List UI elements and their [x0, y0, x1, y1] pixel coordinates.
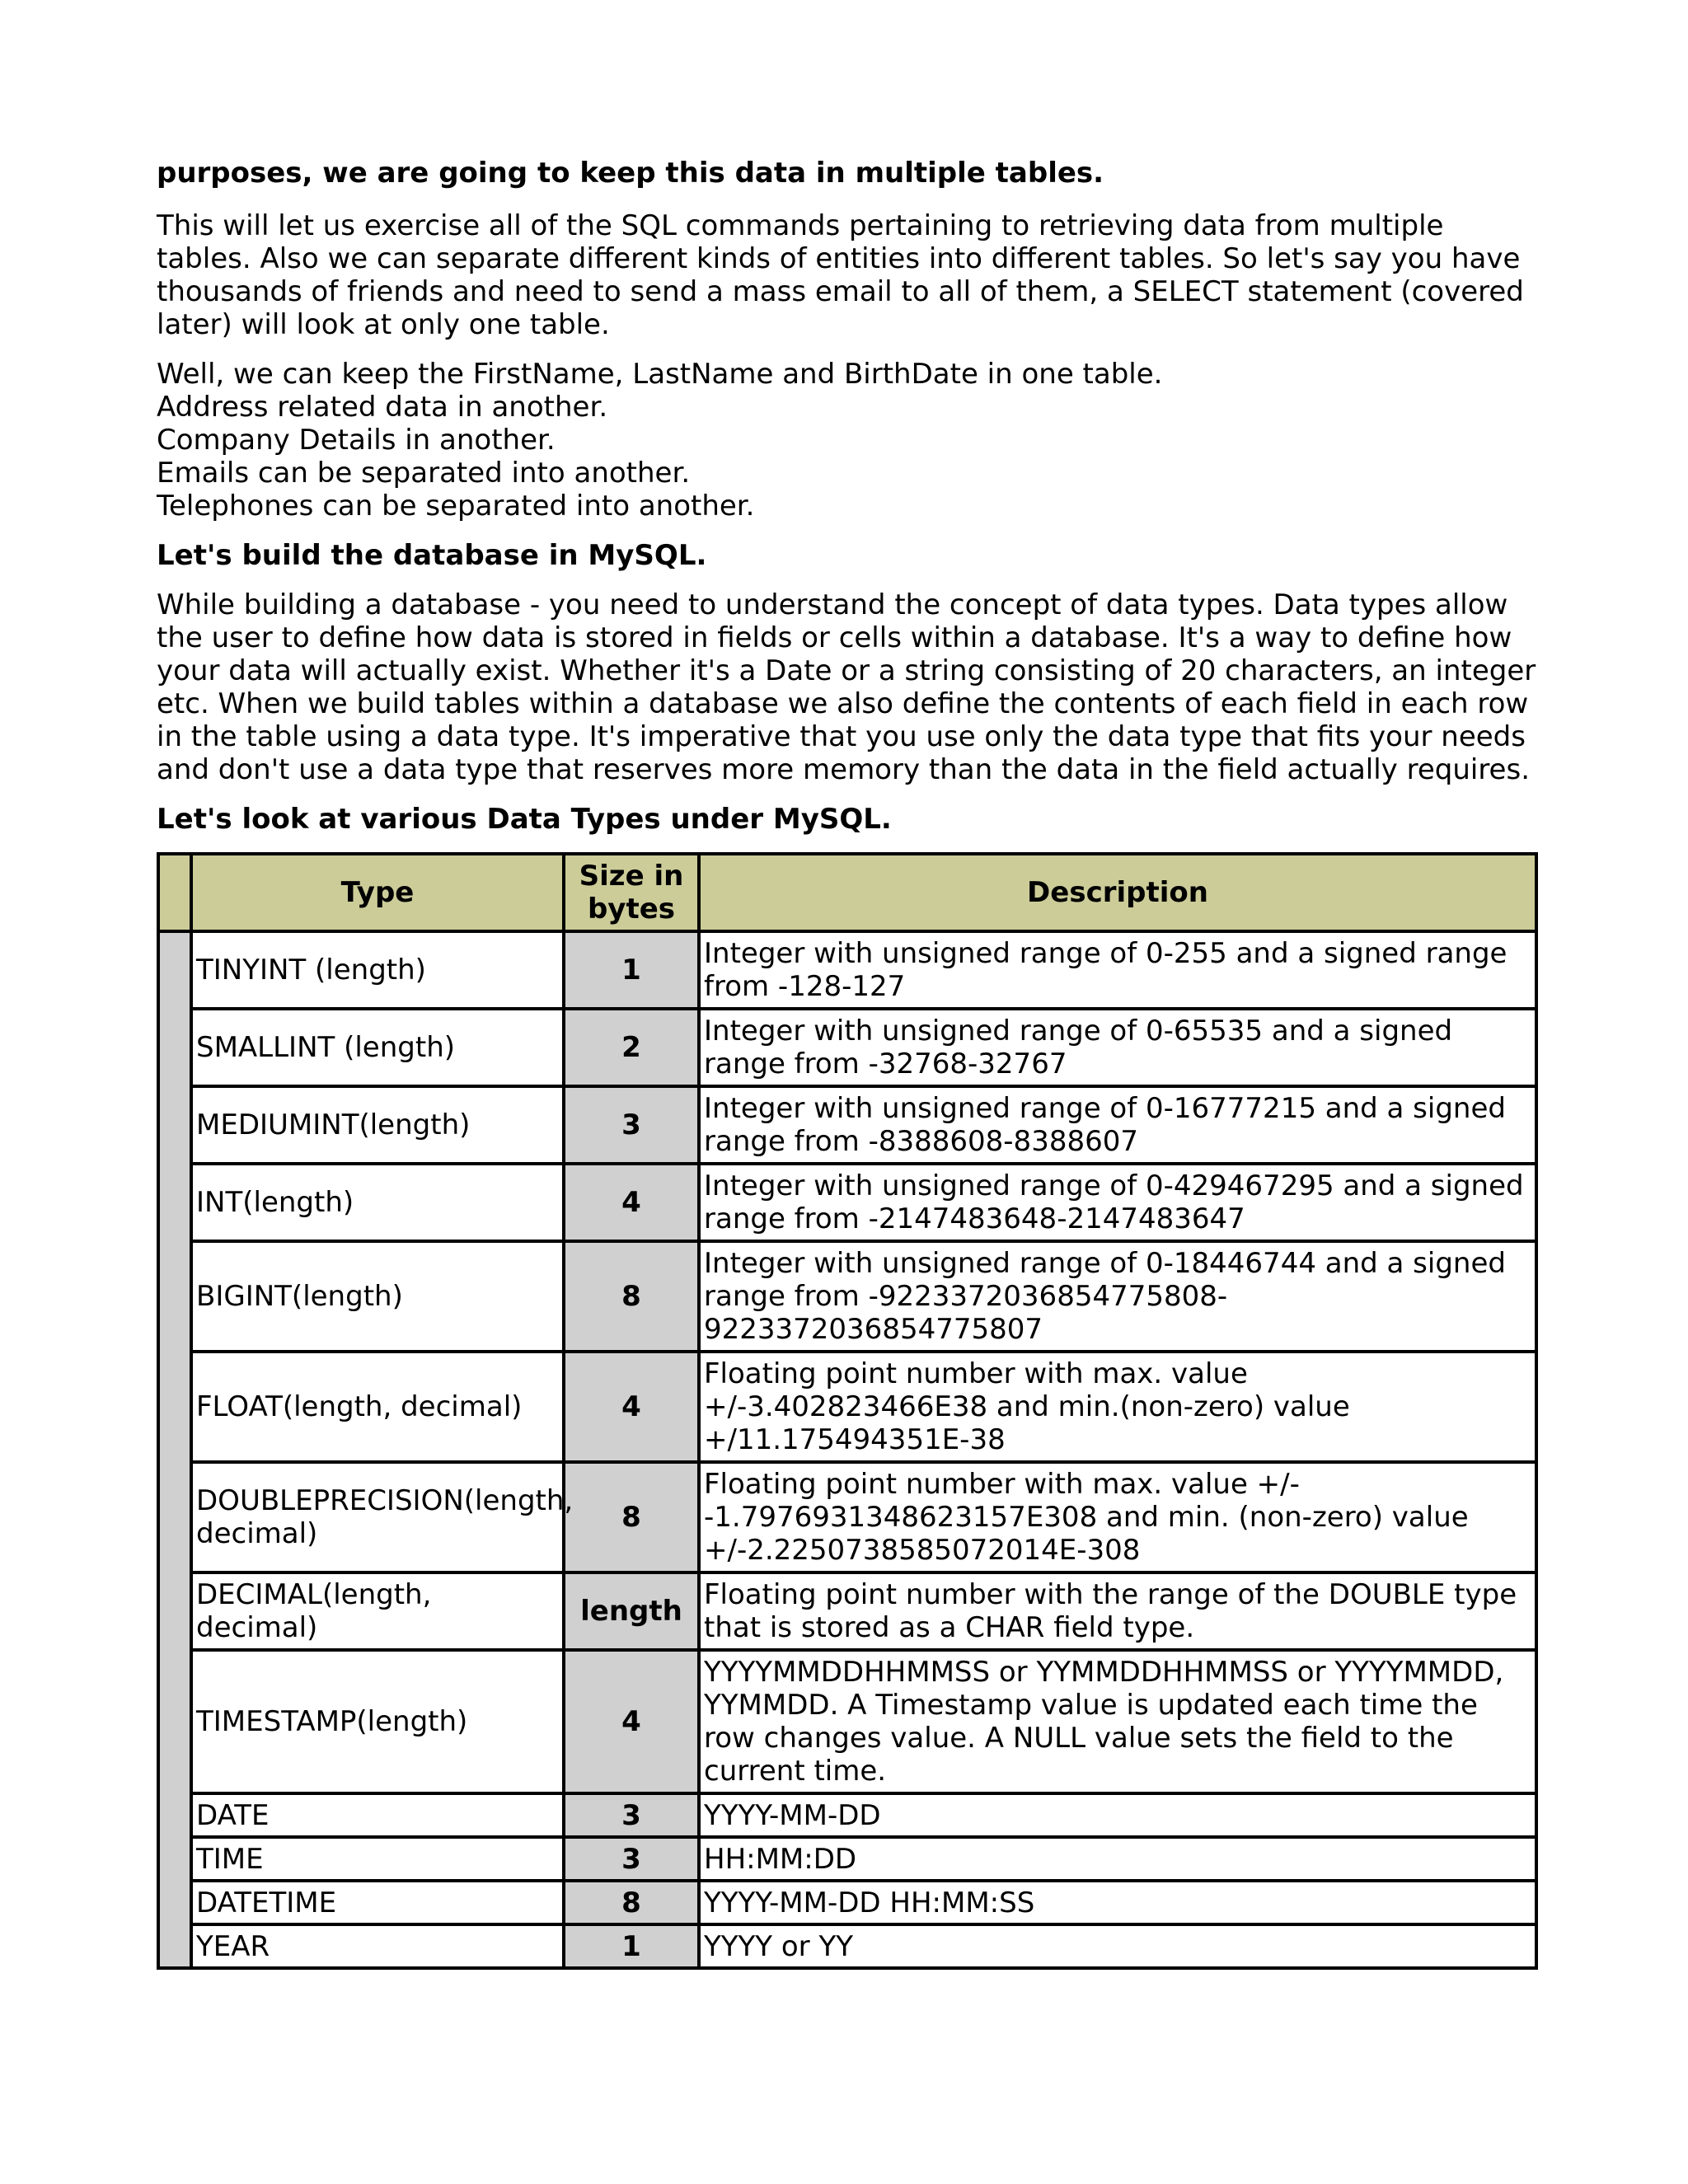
type-cell: TINYINT (length) — [191, 931, 564, 1009]
paragraph-data-types: While building a database - you need to understand the concept of data types. Data types allow the user to define how data is stored in fields or cells within a database. It's a way to define how your data will actually exist. Whether it's a Date or a string consisting of 20 characters, an integer etc. When we build tables within a database we also define the contents of each field in each row in the table using a data type. It's imperative that you use only the data type that fits your needs and don't use a data type that reserves more memory than the data in the field actually requires. — [157, 588, 1536, 786]
table-row — [158, 1924, 1536, 1968]
header-type: Type — [191, 854, 564, 931]
table-header-row — [158, 854, 1536, 931]
description-cell: Floating point number with max. value +/-3.402823466E38 and min.(non-zero) value +/11.175494351E-38 — [699, 1352, 1536, 1462]
description-cell: Floating point number with max. value +/- -1.7976931348623157E308 and min. (non-zero) value +/-2.2250738585072014E-308 — [699, 1462, 1536, 1572]
size-cell: 1 — [564, 1924, 699, 1968]
type-cell: DATETIME — [191, 1881, 564, 1924]
row-gutter-cell — [158, 1241, 191, 1352]
description-cell: HH:MM:DD — [699, 1837, 1536, 1881]
table-row — [158, 1352, 1536, 1462]
size-cell: 8 — [564, 1462, 699, 1572]
table-row — [158, 1241, 1536, 1352]
size-cell: 3 — [564, 1086, 699, 1164]
header-gutter-cell — [158, 854, 191, 931]
size-cell: 4 — [564, 1352, 699, 1462]
size-cell: length — [564, 1572, 699, 1650]
description-cell: Integer with unsigned range of 0-65535 and a signed range from -32768-32767 — [699, 1009, 1536, 1086]
description-cell: Integer with unsigned range of 0-255 and a signed range from -128-127 — [699, 931, 1536, 1009]
type-cell: MEDIUMINT(length) — [191, 1086, 564, 1164]
row-gutter-cell — [158, 1572, 191, 1650]
paragraph-multiple-tables: This will let us exercise all of the SQL commands pertaining to retrieving data from multiple tables. Also we can separate different kinds of entities into different tables. So let's say you have thousands of friends and need to send a mass email to all of them, a SELECT statement (covered later) will look at only one table. — [157, 209, 1524, 341]
description-cell: YYYY-MM-DD HH:MM:SS — [699, 1881, 1536, 1924]
table-row — [158, 1793, 1536, 1837]
table-row — [158, 931, 1536, 1009]
row-gutter-cell — [158, 1462, 191, 1572]
type-cell: YEAR — [191, 1924, 564, 1968]
size-cell: 1 — [564, 931, 699, 1009]
document-page — [157, 157, 1541, 1970]
type-cell: DOUBLEPRECISION(length, decimal) — [191, 1462, 564, 1572]
list-line: Telephones can be separated into another. — [157, 490, 755, 523]
table-row — [158, 1881, 1536, 1924]
type-cell: INT(length) — [191, 1164, 564, 1241]
size-cell: 3 — [564, 1837, 699, 1881]
row-gutter-cell — [158, 931, 191, 1009]
list-line: Address related data in another. — [157, 391, 608, 424]
table-row — [158, 1572, 1536, 1650]
type-cell: DATE — [191, 1793, 564, 1837]
description-cell: Integer with unsigned range of 0-18446744 and a signed range from -9223372036854775808-9223372036854775807 — [699, 1241, 1536, 1352]
description-cell: YYYYMMDDHHMMSS or YYMMDDHHMMSS or YYYYMMDD, YYMMDD. A Timestamp value is updated each time the row changes value. A NULL value sets the field to the current time. — [699, 1650, 1536, 1793]
row-gutter-cell — [158, 1352, 191, 1462]
type-cell: BIGINT(length) — [191, 1241, 564, 1352]
description-cell: Integer with unsigned range of 0-429467295 and a signed range from -2147483648-2147483647 — [699, 1164, 1536, 1241]
heading-data-types: Let's look at various Data Types under MySQL. — [157, 803, 892, 836]
row-gutter-cell — [158, 1837, 191, 1881]
description-cell: Integer with unsigned range of 0-16777215 and a signed range from -8388608-8388607 — [699, 1086, 1536, 1164]
table-row — [158, 1462, 1536, 1572]
size-cell: 4 — [564, 1650, 699, 1793]
type-cell: DECIMAL(length, decimal) — [191, 1572, 564, 1650]
size-cell: 2 — [564, 1009, 699, 1086]
intro-bold-text: purposes, we are going to keep this data in multiple tables. — [157, 157, 1104, 190]
row-gutter-cell — [158, 1086, 191, 1164]
row-gutter-cell — [158, 1650, 191, 1793]
header-size: Size in bytes — [564, 854, 699, 931]
table-split-list — [157, 358, 1541, 523]
size-cell: 4 — [564, 1164, 699, 1241]
table-row — [158, 1164, 1536, 1241]
row-gutter-cell — [158, 1881, 191, 1924]
list-line: Well, we can keep the FirstName, LastName and BirthDate in one table. — [157, 358, 1163, 391]
table-row — [158, 1650, 1536, 1793]
row-gutter-cell — [158, 1009, 191, 1086]
list-line: Emails can be separated into another. — [157, 457, 691, 490]
list-line: Company Details in another. — [157, 424, 556, 457]
table-row — [158, 1837, 1536, 1881]
size-cell: 8 — [564, 1881, 699, 1924]
table-row — [158, 1009, 1536, 1086]
type-cell: TIME — [191, 1837, 564, 1881]
description-cell: YYYY-MM-DD — [699, 1793, 1536, 1837]
type-cell: SMALLINT (length) — [191, 1009, 564, 1086]
row-gutter-cell — [158, 1793, 191, 1837]
table-row — [158, 1086, 1536, 1164]
row-gutter-cell — [158, 1924, 191, 1968]
size-cell: 3 — [564, 1793, 699, 1837]
header-description: Description — [699, 854, 1536, 931]
size-cell: 8 — [564, 1241, 699, 1352]
type-cell: TIMESTAMP(length) — [191, 1650, 564, 1793]
heading-build-database: Let's build the database in MySQL. — [157, 539, 707, 572]
type-cell: FLOAT(length, decimal) — [191, 1352, 564, 1462]
row-gutter-cell — [158, 1164, 191, 1241]
description-cell: YYYY or YY — [699, 1924, 1536, 1968]
description-cell: Floating point number with the range of the DOUBLE type that is stored as a CHAR field type. — [699, 1572, 1536, 1650]
data-types-table — [157, 852, 1538, 1970]
